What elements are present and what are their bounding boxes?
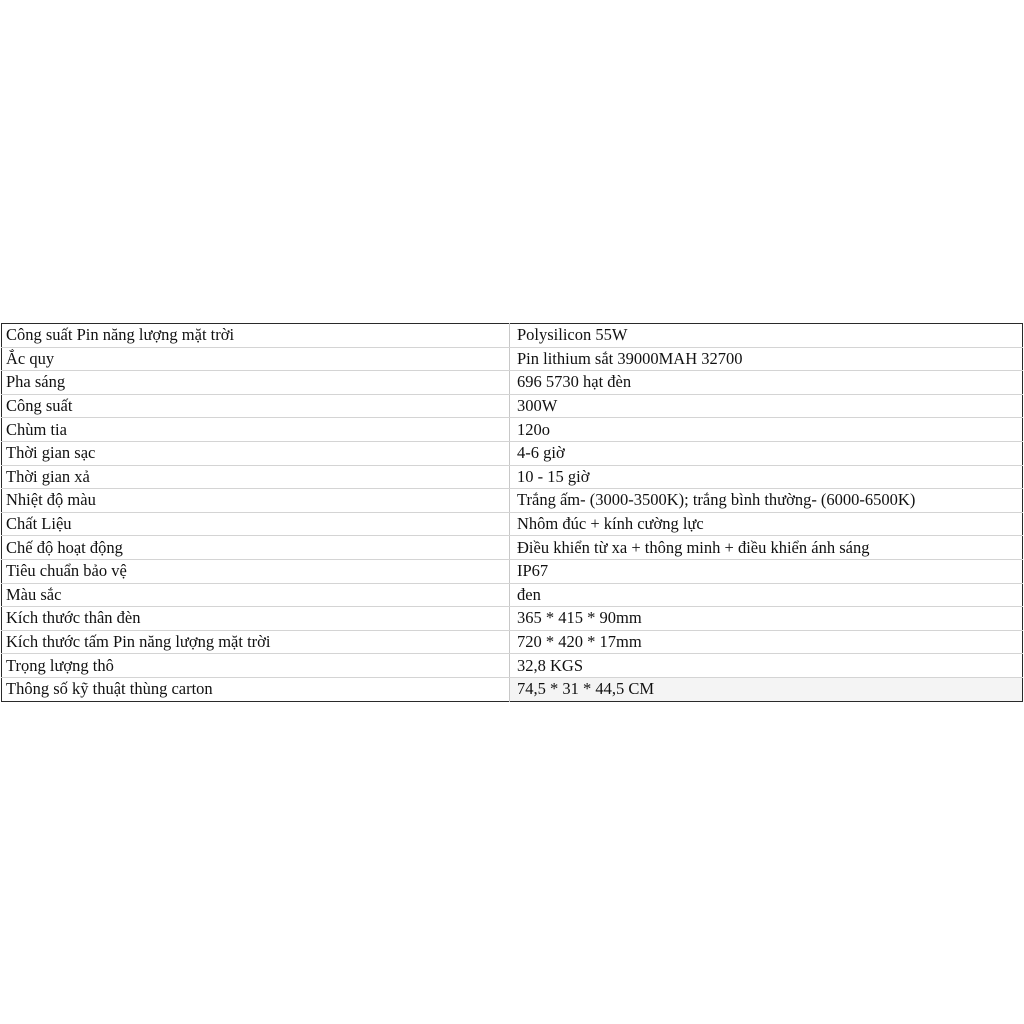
spec-label: Chế độ hoạt động — [2, 536, 510, 560]
spec-label: Kích thước tấm Pin năng lượng mặt trời — [2, 630, 510, 654]
table-row — [2, 512, 1023, 536]
table-row — [2, 418, 1023, 442]
spec-value: Điều khiển từ xa + thông minh + điều khiển ánh sáng — [510, 536, 1023, 560]
spec-value: 696 5730 hạt đèn — [510, 371, 1023, 395]
spec-label: Kích thước thân đèn — [2, 607, 510, 631]
spec-value: 74,5 * 31 * 44,5 CM — [510, 677, 1023, 701]
table-row — [2, 394, 1023, 418]
spec-label: Thông số kỹ thuật thùng carton — [2, 677, 510, 701]
spec-value: Nhôm đúc + kính cường lực — [510, 512, 1023, 536]
spec-value: 4-6 giờ — [510, 441, 1023, 465]
spec-label: Công suất Pin năng lượng mặt trời — [2, 324, 510, 348]
spec-label: Ắc quy — [2, 347, 510, 371]
table-row — [2, 347, 1023, 371]
spec-label: Màu sắc — [2, 583, 510, 607]
spec-label: Chất Liệu — [2, 512, 510, 536]
table-row — [2, 559, 1023, 583]
table-row — [2, 630, 1023, 654]
spec-value: 300W — [510, 394, 1023, 418]
spec-value: 120o — [510, 418, 1023, 442]
table-row — [2, 677, 1023, 701]
spec-label: Công suất — [2, 394, 510, 418]
spec-table — [1, 323, 1023, 702]
spec-label: Thời gian xả — [2, 465, 510, 489]
spec-value: Polysilicon 55W — [510, 324, 1023, 348]
table-row — [2, 441, 1023, 465]
spec-value: 720 * 420 * 17mm — [510, 630, 1023, 654]
spec-label: Pha sáng — [2, 371, 510, 395]
spec-value: đen — [510, 583, 1023, 607]
table-row — [2, 371, 1023, 395]
table-row — [2, 607, 1023, 631]
spec-value: Pin lithium sắt 39000MAH 32700 — [510, 347, 1023, 371]
spec-value: Trắng ấm- (3000-3500K); trắng bình thường- (6000-6500K) — [510, 489, 1023, 513]
spec-value: 10 - 15 giờ — [510, 465, 1023, 489]
spec-label: Chùm tia — [2, 418, 510, 442]
spec-value: 365 * 415 * 90mm — [510, 607, 1023, 631]
spec-label: Tiêu chuẩn bảo vệ — [2, 559, 510, 583]
table-row — [2, 489, 1023, 513]
spec-label: Thời gian sạc — [2, 441, 510, 465]
table-row — [2, 324, 1023, 348]
table-row — [2, 583, 1023, 607]
table-row — [2, 536, 1023, 560]
table-row — [2, 465, 1023, 489]
table-row — [2, 654, 1023, 678]
spec-label: Nhiệt độ màu — [2, 489, 510, 513]
spec-value: IP67 — [510, 559, 1023, 583]
spec-label: Trọng lượng thô — [2, 654, 510, 678]
spec-value: 32,8 KGS — [510, 654, 1023, 678]
